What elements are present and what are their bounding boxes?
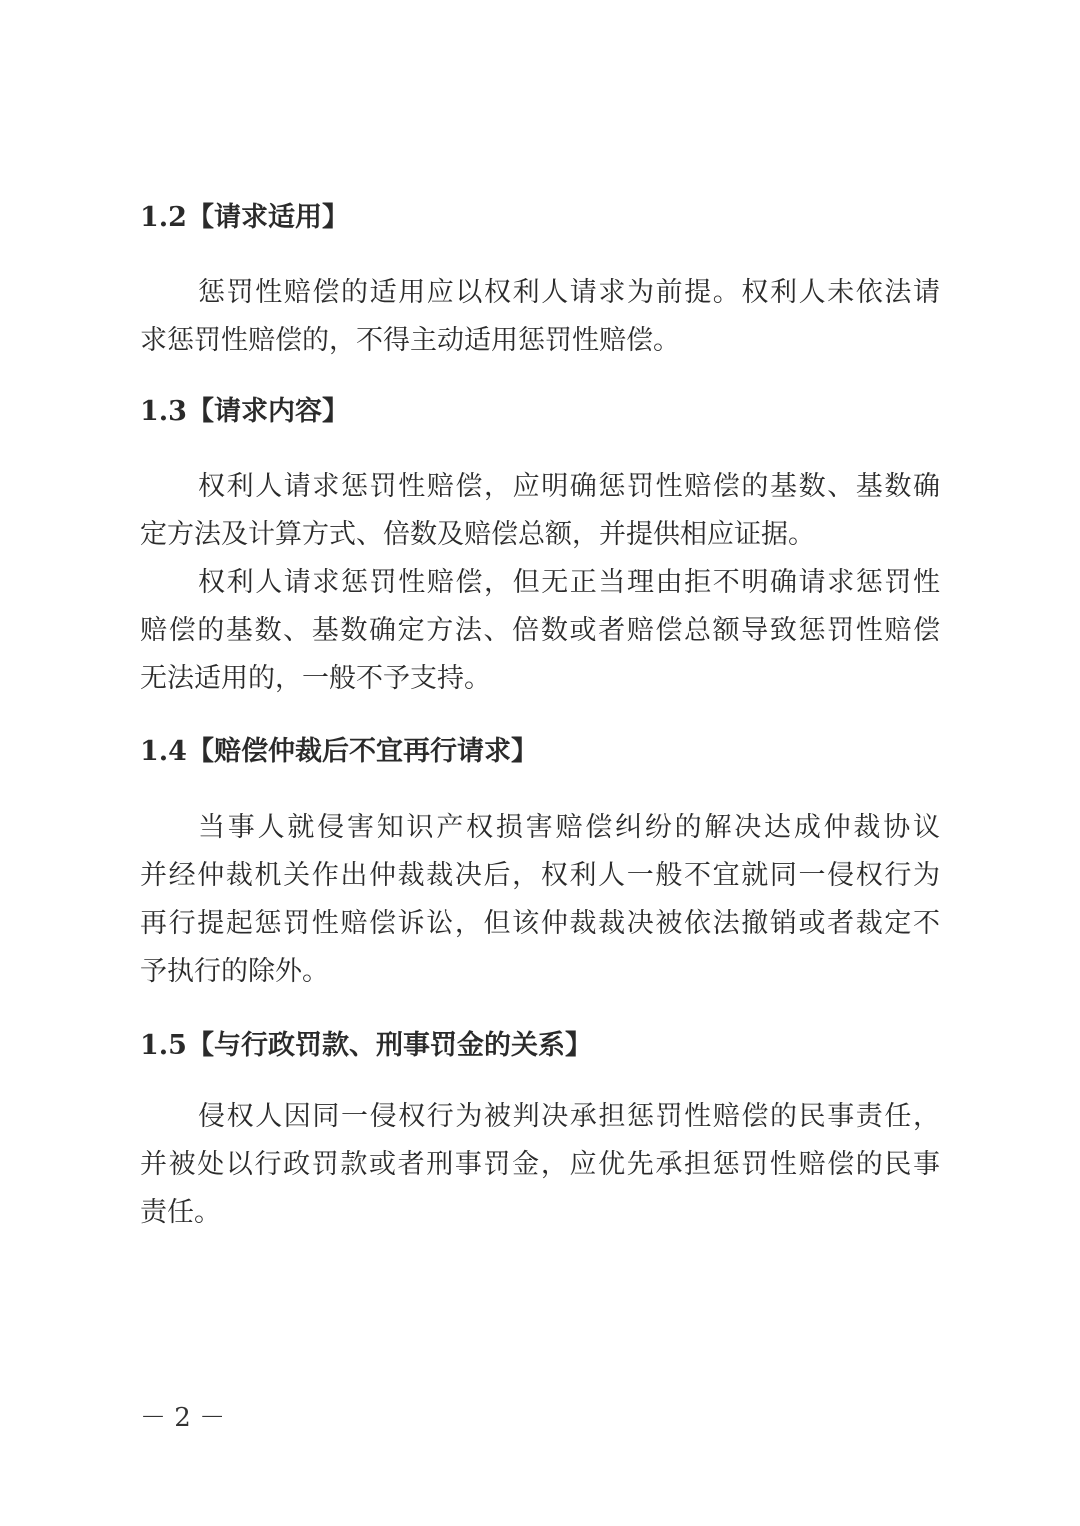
- section-heading: 1.5【与行政罚款、刑事罚金的关系】: [140, 1030, 592, 1061]
- section-heading: 1.2【请求适用】: [140, 202, 349, 233]
- section-1-4: [140, 728, 940, 996]
- section-heading: 1.3【请求内容】: [140, 396, 349, 427]
- paragraph-line: 赔偿的基数、基数确定方法、倍数或者赔偿总额导致惩罚性赔偿: [140, 615, 940, 646]
- paragraph-line: 予执行的除外。: [140, 956, 329, 987]
- section-1-3: [140, 388, 940, 703]
- paragraph-line: 权利人请求惩罚性赔偿，应明确惩罚性赔偿的基数、基数确: [198, 471, 940, 502]
- paragraph-line: 权利人请求惩罚性赔偿，但无正当理由拒不明确请求惩罚性: [198, 567, 940, 598]
- paragraph-line: 当事人就侵害知识产权损害赔偿纠纷的解决达成仲裁协议: [198, 812, 940, 843]
- paragraph-line: 无法适用的，一般不予支持。: [140, 663, 491, 694]
- paragraph-line: 责任。: [140, 1197, 221, 1228]
- paragraph-line: 并经仲裁机关作出仲裁裁决后，权利人一般不宜就同一侵权行为: [140, 860, 940, 891]
- paragraph-line: 惩罚性赔偿的适用应以权利人请求为前提。权利人未依法请: [198, 277, 940, 308]
- paragraph-line: 再行提起惩罚性赔偿诉讼，但该仲裁裁决被依法撤销或者裁定不: [140, 908, 940, 939]
- page-number: － 2 －: [140, 1403, 226, 1433]
- paragraph-line: 定方法及计算方式、倍数及赔偿总额，并提供相应证据。: [140, 519, 815, 550]
- paragraph-line: 侵权人因同一侵权行为被判决承担惩罚性赔偿的民事责任，: [198, 1101, 940, 1132]
- section-heading: 1.4【赔偿仲裁后不宜再行请求】: [140, 736, 538, 767]
- paragraph-line: 求惩罚性赔偿的，不得主动适用惩罚性赔偿。: [140, 325, 680, 356]
- section-1-5: [140, 1022, 940, 1237]
- section-1-2: [140, 194, 940, 365]
- paragraph-line: 并被处以行政罚款或者刑事罚金，应优先承担惩罚性赔偿的民事: [140, 1149, 940, 1180]
